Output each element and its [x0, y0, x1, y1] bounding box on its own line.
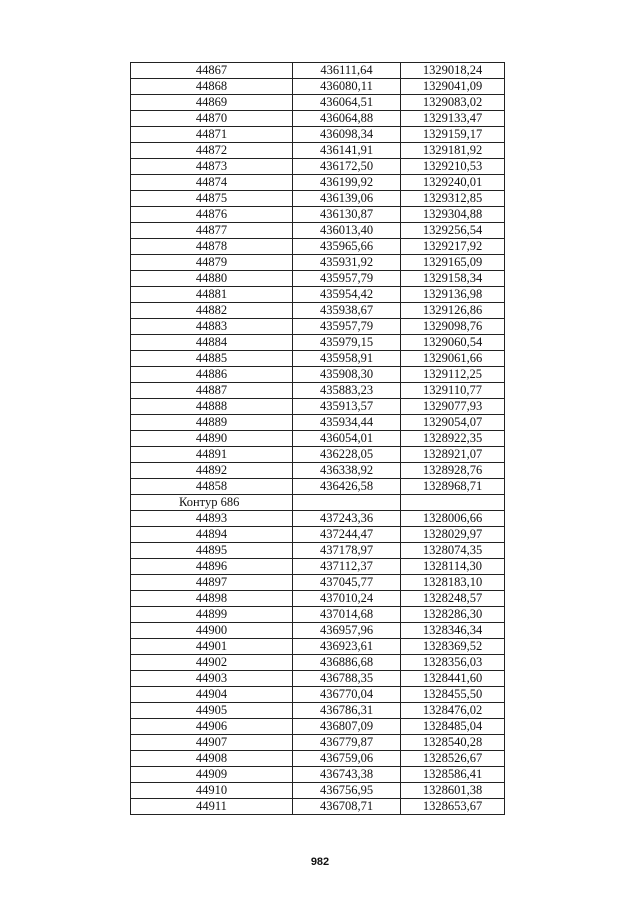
point-number-cell: 44870: [131, 111, 293, 127]
y-coordinate-cell: 1329158,34: [401, 271, 505, 287]
y-coordinate-cell: 1329041,09: [401, 79, 505, 95]
x-coordinate-cell: 436807,09: [293, 719, 401, 735]
x-coordinate-cell: 435954,42: [293, 287, 401, 303]
x-coordinate-cell: 436064,51: [293, 95, 401, 111]
y-coordinate-cell: 1328526,67: [401, 751, 505, 767]
point-number-cell: 44902: [131, 655, 293, 671]
table-row: [131, 735, 505, 751]
table-row: [131, 607, 505, 623]
point-number-cell: 44896: [131, 559, 293, 575]
point-number-cell: 44909: [131, 767, 293, 783]
y-coordinate-cell: 1328928,76: [401, 463, 505, 479]
table-row: [131, 255, 505, 271]
y-coordinate-cell: 1328248,57: [401, 591, 505, 607]
x-coordinate-cell: 436426,58: [293, 479, 401, 495]
table-row: [131, 111, 505, 127]
y-coordinate-cell: 1329136,98: [401, 287, 505, 303]
table-row: [131, 703, 505, 719]
table-row: [131, 687, 505, 703]
x-coordinate-cell: 436013,40: [293, 223, 401, 239]
table-row: [131, 783, 505, 799]
y-coordinate-cell: 1328455,50: [401, 687, 505, 703]
y-coordinate-cell: 1329312,85: [401, 191, 505, 207]
x-coordinate-cell: 436141,91: [293, 143, 401, 159]
coordinates-table-body-part2: [131, 511, 505, 815]
y-coordinate-cell: 1329133,47: [401, 111, 505, 127]
x-coordinate-cell: 436743,38: [293, 767, 401, 783]
table-row: [131, 79, 505, 95]
x-coordinate-cell: 435979,15: [293, 335, 401, 351]
y-coordinate-cell: 1329217,92: [401, 239, 505, 255]
x-coordinate-cell: 436199,92: [293, 175, 401, 191]
table-row: [131, 447, 505, 463]
point-number-cell: 44880: [131, 271, 293, 287]
x-coordinate-cell: 435965,66: [293, 239, 401, 255]
point-number-cell: 44908: [131, 751, 293, 767]
table-row: [131, 511, 505, 527]
y-coordinate-cell: 1328540,28: [401, 735, 505, 751]
table-row: [131, 159, 505, 175]
x-coordinate-cell: 436770,04: [293, 687, 401, 703]
table-row: [131, 351, 505, 367]
y-coordinate-cell: 1329060,54: [401, 335, 505, 351]
x-coordinate-cell: 436098,34: [293, 127, 401, 143]
point-number-cell: 44876: [131, 207, 293, 223]
x-coordinate-cell: 436756,95: [293, 783, 401, 799]
table-row: [131, 367, 505, 383]
point-number-cell: 44858: [131, 479, 293, 495]
table-row: [131, 191, 505, 207]
point-number-cell: 44898: [131, 591, 293, 607]
x-coordinate-cell: 436788,35: [293, 671, 401, 687]
x-coordinate-cell: 435931,92: [293, 255, 401, 271]
x-coordinate-cell: 436139,06: [293, 191, 401, 207]
table-row: [131, 463, 505, 479]
y-coordinate-cell: 1329018,24: [401, 63, 505, 79]
y-coordinate-cell: 1329181,92: [401, 143, 505, 159]
point-number-cell: 44872: [131, 143, 293, 159]
y-coordinate-cell: 1328286,30: [401, 607, 505, 623]
point-number-cell: 44885: [131, 351, 293, 367]
table-row: [131, 127, 505, 143]
point-number-cell: 44886: [131, 367, 293, 383]
table-row: [131, 767, 505, 783]
table-row: [131, 207, 505, 223]
y-coordinate-cell: 1329304,88: [401, 207, 505, 223]
point-number-cell: 44878: [131, 239, 293, 255]
table-row: [131, 223, 505, 239]
point-number-cell: 44911: [131, 799, 293, 815]
y-coordinate-cell: 1329112,25: [401, 367, 505, 383]
point-number-cell: 44900: [131, 623, 293, 639]
y-coordinate-cell: 1328485,04: [401, 719, 505, 735]
y-coordinate-cell: 1329240,01: [401, 175, 505, 191]
y-coordinate-cell: 1328356,03: [401, 655, 505, 671]
x-coordinate-cell: 436338,92: [293, 463, 401, 479]
table-cell-empty: [401, 495, 505, 511]
point-number-cell: 44895: [131, 543, 293, 559]
y-coordinate-cell: 1329054,07: [401, 415, 505, 431]
x-coordinate-cell: 437178,97: [293, 543, 401, 559]
x-coordinate-cell: 435934,44: [293, 415, 401, 431]
y-coordinate-cell: 1329256,54: [401, 223, 505, 239]
point-number-cell: 44903: [131, 671, 293, 687]
point-number-cell: 44888: [131, 399, 293, 415]
point-number-cell: 44892: [131, 463, 293, 479]
x-coordinate-cell: 435957,79: [293, 271, 401, 287]
x-coordinate-cell: 436111,64: [293, 63, 401, 79]
y-coordinate-cell: 1329126,86: [401, 303, 505, 319]
table-row: [131, 287, 505, 303]
y-coordinate-cell: 1328183,10: [401, 575, 505, 591]
coordinates-table: [130, 62, 505, 815]
table-row: [131, 383, 505, 399]
y-coordinate-cell: 1329210,53: [401, 159, 505, 175]
y-coordinate-cell: 1329083,02: [401, 95, 505, 111]
y-coordinate-cell: 1328346,34: [401, 623, 505, 639]
x-coordinate-cell: 436228,05: [293, 447, 401, 463]
y-coordinate-cell: 1328114,30: [401, 559, 505, 575]
point-number-cell: 44899: [131, 607, 293, 623]
point-number-cell: 44882: [131, 303, 293, 319]
table-row: [131, 479, 505, 495]
point-number-cell: 44887: [131, 383, 293, 399]
table-row: [131, 63, 505, 79]
x-coordinate-cell: 437045,77: [293, 575, 401, 591]
table-row: [131, 639, 505, 655]
point-number-cell: 44906: [131, 719, 293, 735]
contour-section: [131, 495, 505, 511]
point-number-cell: 44893: [131, 511, 293, 527]
table-row: [131, 95, 505, 111]
table-row: [131, 575, 505, 591]
point-number-cell: 44881: [131, 287, 293, 303]
table-row: [131, 431, 505, 447]
x-coordinate-cell: 436779,87: [293, 735, 401, 751]
point-number-cell: 44901: [131, 639, 293, 655]
point-number-cell: 44889: [131, 415, 293, 431]
point-number-cell: 44894: [131, 527, 293, 543]
y-coordinate-cell: 1328586,41: [401, 767, 505, 783]
table-row: [131, 143, 505, 159]
point-number-cell: 44868: [131, 79, 293, 95]
x-coordinate-cell: 436923,61: [293, 639, 401, 655]
point-number-cell: 44883: [131, 319, 293, 335]
table-row: [131, 303, 505, 319]
y-coordinate-cell: 1328653,67: [401, 799, 505, 815]
y-coordinate-cell: 1328921,07: [401, 447, 505, 463]
point-number-cell: 44907: [131, 735, 293, 751]
point-number-cell: 44879: [131, 255, 293, 271]
x-coordinate-cell: 436957,96: [293, 623, 401, 639]
y-coordinate-cell: 1329098,76: [401, 319, 505, 335]
x-coordinate-cell: 436759,06: [293, 751, 401, 767]
page-number: 982: [310, 856, 330, 868]
x-coordinate-cell: 437112,37: [293, 559, 401, 575]
table-row: [131, 175, 505, 191]
table-row: [131, 751, 505, 767]
x-coordinate-cell: 436886,68: [293, 655, 401, 671]
x-coordinate-cell: 435957,79: [293, 319, 401, 335]
y-coordinate-cell: 1329110,77: [401, 383, 505, 399]
table-cell-empty: [293, 495, 401, 511]
table-row: [131, 319, 505, 335]
x-coordinate-cell: 437014,68: [293, 607, 401, 623]
y-coordinate-cell: 1329061,66: [401, 351, 505, 367]
table-row: [131, 527, 505, 543]
x-coordinate-cell: 435938,67: [293, 303, 401, 319]
point-number-cell: 44904: [131, 687, 293, 703]
table-row: [131, 559, 505, 575]
point-number-cell: 44897: [131, 575, 293, 591]
x-coordinate-cell: 437243,36: [293, 511, 401, 527]
x-coordinate-cell: 436786,31: [293, 703, 401, 719]
table-row: [131, 799, 505, 815]
contour-label: Контур 686: [131, 495, 293, 511]
coordinates-table-body-part1: [131, 63, 505, 495]
table-row: [131, 591, 505, 607]
x-coordinate-cell: 435883,23: [293, 383, 401, 399]
x-coordinate-cell: 437244,47: [293, 527, 401, 543]
x-coordinate-cell: 436172,50: [293, 159, 401, 175]
x-coordinate-cell: 435908,30: [293, 367, 401, 383]
point-number-cell: 44867: [131, 63, 293, 79]
x-coordinate-cell: 435958,91: [293, 351, 401, 367]
x-coordinate-cell: 436708,71: [293, 799, 401, 815]
contour-header-row: [131, 495, 505, 511]
table-row: [131, 335, 505, 351]
y-coordinate-cell: 1328441,60: [401, 671, 505, 687]
table-row: [131, 415, 505, 431]
y-coordinate-cell: 1328968,71: [401, 479, 505, 495]
point-number-cell: 44891: [131, 447, 293, 463]
table-row: [131, 271, 505, 287]
y-coordinate-cell: 1329165,09: [401, 255, 505, 271]
point-number-cell: 44869: [131, 95, 293, 111]
y-coordinate-cell: 1328369,52: [401, 639, 505, 655]
y-coordinate-cell: 1328922,35: [401, 431, 505, 447]
x-coordinate-cell: 436054,01: [293, 431, 401, 447]
y-coordinate-cell: 1329077,93: [401, 399, 505, 415]
x-coordinate-cell: 436130,87: [293, 207, 401, 223]
point-number-cell: 44884: [131, 335, 293, 351]
point-number-cell: 44871: [131, 127, 293, 143]
y-coordinate-cell: 1328029,97: [401, 527, 505, 543]
table-row: [131, 239, 505, 255]
table-row: [131, 655, 505, 671]
y-coordinate-cell: 1328601,38: [401, 783, 505, 799]
table-row: [131, 719, 505, 735]
table-row: [131, 543, 505, 559]
point-number-cell: 44877: [131, 223, 293, 239]
y-coordinate-cell: 1328476,02: [401, 703, 505, 719]
y-coordinate-cell: 1329159,17: [401, 127, 505, 143]
table-row: [131, 671, 505, 687]
x-coordinate-cell: 436080,11: [293, 79, 401, 95]
x-coordinate-cell: 436064,88: [293, 111, 401, 127]
x-coordinate-cell: 435913,57: [293, 399, 401, 415]
point-number-cell: 44905: [131, 703, 293, 719]
table-row: [131, 399, 505, 415]
y-coordinate-cell: 1328006,66: [401, 511, 505, 527]
point-number-cell: 44875: [131, 191, 293, 207]
point-number-cell: 44873: [131, 159, 293, 175]
table-row: [131, 623, 505, 639]
point-number-cell: 44890: [131, 431, 293, 447]
point-number-cell: 44910: [131, 783, 293, 799]
x-coordinate-cell: 437010,24: [293, 591, 401, 607]
y-coordinate-cell: 1328074,35: [401, 543, 505, 559]
point-number-cell: 44874: [131, 175, 293, 191]
